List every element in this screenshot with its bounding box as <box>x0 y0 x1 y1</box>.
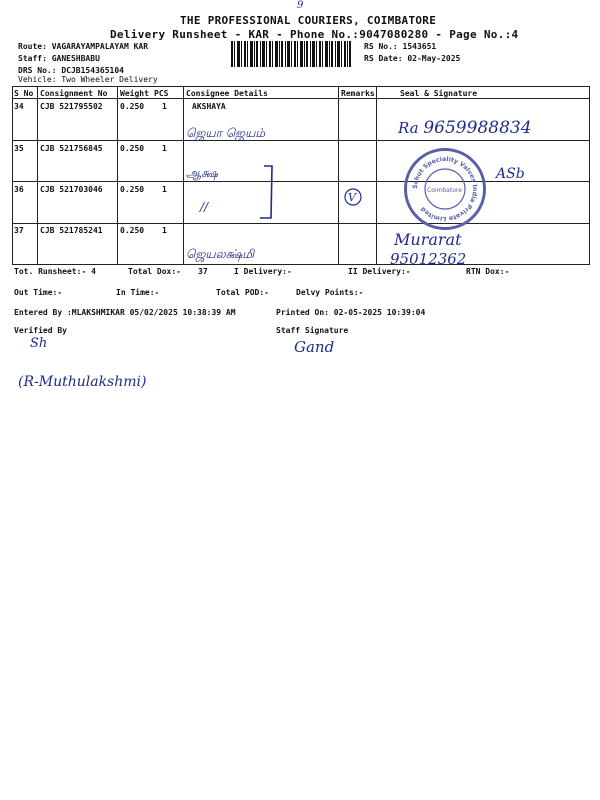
col-border <box>117 86 118 265</box>
staff-signature: Gand <box>294 338 335 356</box>
handwritten-mark-36: // <box>200 200 209 214</box>
verified-signature: Sh <box>30 336 48 351</box>
row-pcs: 1 <box>162 226 167 235</box>
row-divider <box>12 223 590 224</box>
barcode-image <box>231 41 351 67</box>
remark-circle-check <box>343 187 363 207</box>
row-sno: 35 <box>14 144 24 153</box>
table-bottom-border <box>12 264 590 265</box>
row-weight: 0.250 <box>120 102 145 111</box>
row-consignment-no: CJB 521703046 <box>40 185 103 194</box>
row-weight: 0.250 <box>120 185 145 194</box>
total-dox-value: 37 <box>198 267 208 276</box>
svg-text:Schut Speciality Valves India: Schut Speciality Valves India Private Limited <box>411 155 479 223</box>
row-weight: 0.250 <box>120 144 145 153</box>
col-border <box>12 86 13 265</box>
row-divider <box>12 140 590 141</box>
row-pcs: 1 <box>162 185 167 194</box>
ii-delivery: II Delivery:- <box>348 267 411 276</box>
in-time: In Time:- <box>116 288 160 297</box>
table-header-border <box>12 98 590 99</box>
row-pcs: 1 <box>162 144 167 153</box>
vehicle-label: Vehicle: Two Wheeler Delivery <box>18 75 158 84</box>
handwritten-bracket <box>258 163 278 221</box>
row-consignment-no: CJB 521756845 <box>40 144 103 153</box>
header-remarks: Remarks <box>341 89 375 98</box>
handwritten-phone-34: Ra 9659988834 <box>398 118 532 138</box>
row-weight: 0.250 <box>120 226 145 235</box>
total-dox-label: Total Dox:- <box>128 267 181 276</box>
rs-no-label: RS No.: 1543651 <box>364 42 437 51</box>
runsheet-subtitle: Delivery Runsheet - KAR - Phone No.:9047080280 - Page No.:4 <box>110 28 519 41</box>
col-border <box>37 86 38 265</box>
staff-label: Staff: GANESHBABU <box>18 54 100 63</box>
rtn-dox: RTN Dox:- <box>466 267 510 276</box>
header-weight: Weight <box>120 89 149 98</box>
handwritten-consignee-37: ஜெயலக்ஷ்மி <box>186 247 255 261</box>
col-border <box>589 86 590 265</box>
header-seal-signature: Seal & Signature <box>400 89 478 98</box>
header-sno: S No <box>14 89 34 98</box>
rs-date-label: RS Date: 02-May-2025 <box>364 54 461 63</box>
row-sno: 36 <box>14 185 24 194</box>
handwritten-asb: ASb <box>496 166 525 182</box>
out-time: Out Time:- <box>14 288 63 297</box>
header-pcs: PCS <box>154 89 169 98</box>
col-border <box>183 86 184 265</box>
col-border <box>376 86 377 265</box>
handwritten-mark: 9 <box>297 0 304 11</box>
i-delivery: I Delivery:- <box>234 267 292 276</box>
row-sno: 34 <box>14 102 24 111</box>
handwritten-sign-37: Murarat <box>394 230 462 249</box>
handwritten-consignee-34: ஜெயா ஜெயம் <box>186 126 266 140</box>
header-consignee: Consignee Details <box>186 89 268 98</box>
entered-by: Entered By :MLAKSHMIKAR 05/02/2025 10:38:39 AM <box>14 308 236 317</box>
verified-by-label: Verified By <box>14 326 67 335</box>
row-pcs: 1 <box>162 102 167 111</box>
handwritten-consignee-35: ஆக்ஷ <box>186 166 218 180</box>
staff-signature-label: Staff Signature <box>276 326 349 335</box>
row-consignment-no: CJB 521795502 <box>40 102 103 111</box>
company-seal-stamp <box>404 148 486 230</box>
row-consignee: AKSHAYA <box>192 102 226 111</box>
company-title: THE PROFESSIONAL COURIERS, COIMBATORE <box>180 14 437 27</box>
col-border <box>338 86 339 265</box>
row-sno: 37 <box>14 226 24 235</box>
delvy-points: Delvy Points:- <box>296 288 364 297</box>
tot-runsheet: Tot. Runsheet:- 4 <box>14 267 96 276</box>
drs-label: DRS No.: DCJB154365104 <box>18 66 124 75</box>
total-pod: Total POD:- <box>216 288 269 297</box>
header-consignment: Consignment No <box>40 89 108 98</box>
table-top-border <box>12 86 590 87</box>
route-label: Route: VAGARAYAMPALAYAM KAR <box>18 42 149 51</box>
handwritten-phone-37: 95012362 <box>390 250 467 268</box>
handwritten-bottom-note: (R-Muthulakshmi) <box>18 374 147 390</box>
svg-text:Coimbatore: Coimbatore <box>427 187 462 194</box>
row-consignment-no: CJB 521785241 <box>40 226 103 235</box>
printed-on: Printed On: 02-05-2025 10:39:04 <box>276 308 426 317</box>
svg-text:V: V <box>348 191 356 204</box>
